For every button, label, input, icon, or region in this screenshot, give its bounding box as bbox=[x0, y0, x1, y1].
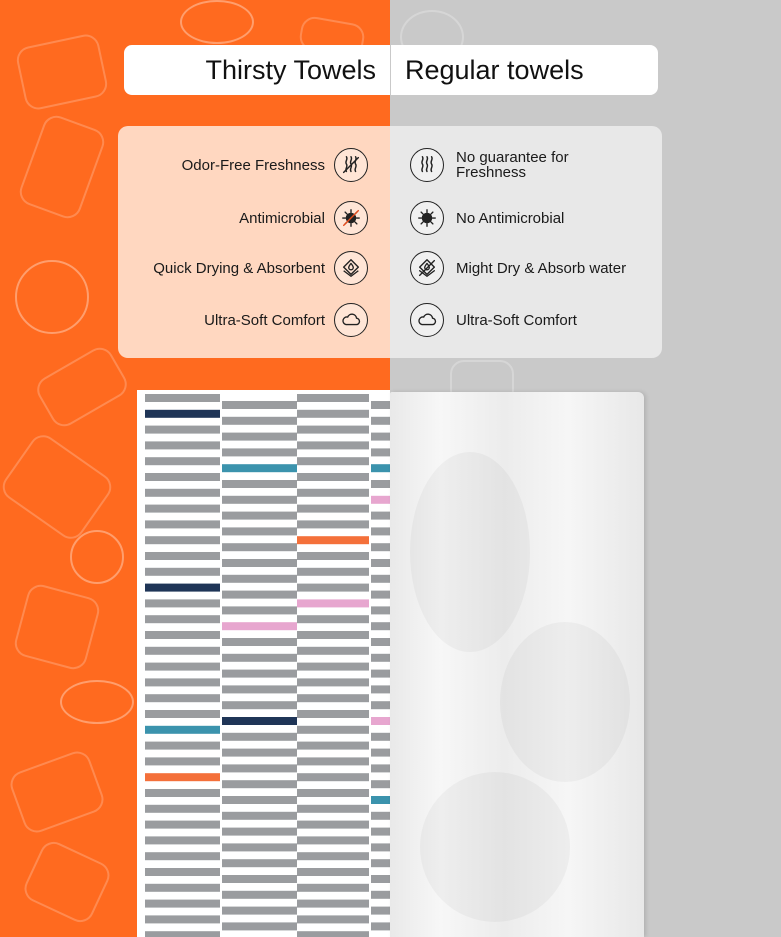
towel-stripe bbox=[145, 663, 220, 671]
towel-stripe bbox=[371, 796, 390, 804]
towel-stripe bbox=[371, 464, 390, 472]
feature-row bbox=[239, 201, 368, 235]
towel-stripe bbox=[145, 710, 220, 718]
towel-stripe bbox=[145, 441, 220, 449]
feature-label: Quick Drying & Absorbent bbox=[153, 259, 325, 277]
feature-label: No Antimicrobial bbox=[456, 209, 565, 227]
towel-stripe bbox=[145, 884, 220, 892]
towel-stripe bbox=[145, 536, 220, 544]
towel-stripe bbox=[222, 701, 297, 709]
regular-towels-title: Regular towels bbox=[405, 54, 584, 85]
doodle-shape bbox=[20, 837, 114, 926]
microbe-icon bbox=[410, 201, 444, 235]
towel-stripe bbox=[297, 568, 369, 576]
towel-stripe bbox=[222, 859, 297, 867]
feature-row bbox=[410, 303, 577, 337]
towel-stripe bbox=[371, 701, 390, 709]
towel-stripe bbox=[297, 441, 369, 449]
towel-stripe bbox=[222, 433, 297, 441]
towel-stripe bbox=[145, 568, 220, 576]
towel-stripe bbox=[297, 489, 369, 497]
thirsty-towel-image bbox=[137, 390, 390, 937]
feature-row bbox=[410, 201, 564, 235]
towel-stripe bbox=[371, 733, 390, 741]
towel-stripe bbox=[145, 773, 220, 781]
towel-stripe bbox=[371, 591, 390, 599]
towel-stripe bbox=[297, 805, 369, 813]
towel-stripe bbox=[222, 780, 297, 788]
feature-label: Ultra-Soft Comfort bbox=[456, 311, 577, 329]
towel-stripe bbox=[297, 647, 369, 655]
towel-stripe bbox=[222, 638, 297, 646]
feature-row bbox=[410, 148, 596, 182]
towel-stripe bbox=[145, 599, 220, 607]
towel-stripe bbox=[297, 426, 369, 434]
towel-stripe bbox=[222, 654, 297, 662]
towel-stripe bbox=[145, 615, 220, 623]
comparison-header bbox=[124, 45, 658, 95]
towel-stripe bbox=[145, 489, 220, 497]
towel-stripe bbox=[297, 615, 369, 623]
towel-stripe bbox=[297, 789, 369, 797]
towel-texture bbox=[410, 452, 530, 652]
towel-stripe bbox=[371, 685, 390, 693]
towel-stripe bbox=[371, 512, 390, 520]
towel-stripe bbox=[371, 670, 390, 678]
cloud-icon bbox=[334, 303, 368, 337]
thirsty-features-panel bbox=[118, 126, 390, 358]
towel-stripe bbox=[371, 448, 390, 456]
towel-stripe bbox=[297, 836, 369, 844]
towel-stripe bbox=[222, 843, 297, 851]
towel-stripe bbox=[222, 891, 297, 899]
cloud-icon bbox=[410, 303, 444, 337]
towel-stripe bbox=[145, 836, 220, 844]
towel-stripe bbox=[222, 812, 297, 820]
towel-stripe bbox=[145, 426, 220, 434]
towel-stripe bbox=[297, 868, 369, 876]
towel-stripe bbox=[145, 726, 220, 734]
towel-stripe bbox=[145, 900, 220, 908]
towel-stripe bbox=[222, 401, 297, 409]
towel-stripe bbox=[371, 543, 390, 551]
towel-stripe bbox=[145, 742, 220, 750]
towel-stripe bbox=[222, 685, 297, 693]
towel-stripe bbox=[297, 457, 369, 465]
towel-stripe bbox=[222, 512, 297, 520]
towel-stripe bbox=[145, 931, 220, 937]
towel-stripe bbox=[371, 654, 390, 662]
thirsty-towels-title: Thirsty Towels bbox=[205, 54, 376, 85]
towel-stripe bbox=[371, 559, 390, 567]
towel-stripe bbox=[297, 726, 369, 734]
towel-stripe bbox=[222, 875, 297, 883]
towel-stripe bbox=[297, 694, 369, 702]
towel-stripe bbox=[371, 496, 390, 504]
feature-row bbox=[182, 148, 368, 182]
towel-stripe bbox=[297, 599, 369, 607]
towel-stripe bbox=[222, 559, 297, 567]
towel-stripe bbox=[145, 678, 220, 686]
towel-stripe bbox=[371, 527, 390, 535]
towel-stripe bbox=[222, 417, 297, 425]
towel-stripe bbox=[371, 638, 390, 646]
towel-stripe bbox=[222, 591, 297, 599]
doodle-shape bbox=[180, 0, 254, 44]
towel-stripe bbox=[145, 520, 220, 528]
doodle-shape bbox=[15, 260, 89, 334]
odor-free-icon bbox=[334, 148, 368, 182]
feature-label: Antimicrobial bbox=[239, 209, 325, 227]
towel-stripe bbox=[297, 663, 369, 671]
regular-features-panel bbox=[390, 126, 662, 358]
towel-stripe bbox=[371, 606, 390, 614]
towel-stripe bbox=[371, 764, 390, 772]
feature-label: No guarantee for Freshness bbox=[456, 149, 569, 181]
towel-stripe bbox=[222, 496, 297, 504]
towel-stripe bbox=[371, 401, 390, 409]
feature-label: Odor-Free Freshness bbox=[181, 156, 325, 174]
towel-stripe bbox=[145, 394, 220, 402]
towel-stripe bbox=[371, 922, 390, 930]
doodle-shape bbox=[12, 582, 103, 673]
towel-stripe bbox=[371, 828, 390, 836]
doodle-shape bbox=[7, 748, 108, 837]
towel-stripe bbox=[297, 757, 369, 765]
doodle-shape bbox=[60, 680, 134, 724]
towel-stripe bbox=[145, 757, 220, 765]
feature-label: Might Dry & Absorb water bbox=[456, 259, 627, 277]
towel-stripe bbox=[371, 433, 390, 441]
towel-stripe bbox=[297, 536, 369, 544]
towel-stripe bbox=[222, 480, 297, 488]
towel-stripe bbox=[145, 552, 220, 560]
towel-stripe bbox=[297, 884, 369, 892]
towel-stripe bbox=[297, 584, 369, 592]
towel-stripe bbox=[222, 733, 297, 741]
towel-stripe bbox=[371, 575, 390, 583]
towel-stripe bbox=[145, 584, 220, 592]
towel-stripe bbox=[145, 915, 220, 923]
towel-stripe bbox=[297, 505, 369, 513]
towel-stripe bbox=[371, 780, 390, 788]
feature-label: Ultra-Soft Comfort bbox=[204, 311, 325, 329]
towel-stripe bbox=[297, 473, 369, 481]
absorb-crossed-icon bbox=[410, 251, 444, 285]
towel-stripe bbox=[145, 473, 220, 481]
towel-stripe bbox=[145, 505, 220, 513]
towel-stripe bbox=[297, 394, 369, 402]
towel-stripe bbox=[297, 773, 369, 781]
towel-stripe bbox=[371, 907, 390, 915]
towel-stripe bbox=[145, 694, 220, 702]
towel-stripe bbox=[297, 678, 369, 686]
towel-stripe bbox=[297, 410, 369, 418]
towel-stripe bbox=[297, 821, 369, 829]
towel-stripe bbox=[297, 552, 369, 560]
towel-stripe bbox=[297, 852, 369, 860]
towel-stripe bbox=[297, 520, 369, 528]
doodle-shape bbox=[32, 343, 132, 432]
towel-stripe bbox=[297, 742, 369, 750]
towel-stripe bbox=[371, 859, 390, 867]
towel-stripe bbox=[145, 805, 220, 813]
towel-stripe bbox=[371, 749, 390, 757]
towel-stripe bbox=[222, 606, 297, 614]
towel-stripe bbox=[222, 749, 297, 757]
towel-stripe bbox=[145, 789, 220, 797]
doodle-shape bbox=[70, 530, 124, 584]
towel-stripe bbox=[145, 457, 220, 465]
doodle-shape bbox=[16, 112, 108, 222]
feature-row bbox=[410, 251, 626, 285]
regular-towel-image bbox=[390, 392, 644, 937]
towel-stripe bbox=[222, 622, 297, 630]
towel-stripe bbox=[145, 647, 220, 655]
towel-stripe bbox=[222, 575, 297, 583]
towel-stripe bbox=[297, 631, 369, 639]
feature-row bbox=[153, 251, 368, 285]
towel-stripe bbox=[145, 821, 220, 829]
towel-stripe bbox=[222, 764, 297, 772]
antimicrobial-icon bbox=[334, 201, 368, 235]
towel-stripe bbox=[371, 417, 390, 425]
towel-stripe bbox=[371, 891, 390, 899]
towel-stripe bbox=[371, 875, 390, 883]
towel-stripe bbox=[222, 717, 297, 725]
towel-stripe bbox=[222, 670, 297, 678]
towel-stripe bbox=[297, 710, 369, 718]
towel-stripe bbox=[297, 900, 369, 908]
towel-stripe bbox=[297, 931, 369, 937]
towel-stripe bbox=[222, 464, 297, 472]
towel-texture bbox=[500, 622, 630, 782]
towel-stripe bbox=[371, 717, 390, 725]
absorbent-icon bbox=[334, 251, 368, 285]
towel-stripe bbox=[297, 915, 369, 923]
odor-icon bbox=[410, 148, 444, 182]
towel-stripe bbox=[145, 852, 220, 860]
feature-row bbox=[204, 303, 368, 337]
towel-stripe bbox=[371, 622, 390, 630]
towel-stripe bbox=[145, 410, 220, 418]
towel-stripe bbox=[222, 828, 297, 836]
doodle-shape bbox=[14, 32, 109, 112]
towel-stripe bbox=[222, 448, 297, 456]
towel-stripe bbox=[222, 527, 297, 535]
towel-stripe bbox=[222, 796, 297, 804]
towel-stripe bbox=[222, 922, 297, 930]
towel-stripe bbox=[145, 631, 220, 639]
towel-stripe bbox=[371, 812, 390, 820]
towel-texture bbox=[420, 772, 570, 922]
striped-towel-pattern bbox=[137, 390, 390, 937]
towel-stripe bbox=[222, 543, 297, 551]
doodle-shape bbox=[0, 430, 117, 545]
towel-stripe bbox=[371, 843, 390, 851]
towel-stripe bbox=[371, 480, 390, 488]
towel-stripe bbox=[145, 868, 220, 876]
towel-stripe bbox=[222, 907, 297, 915]
